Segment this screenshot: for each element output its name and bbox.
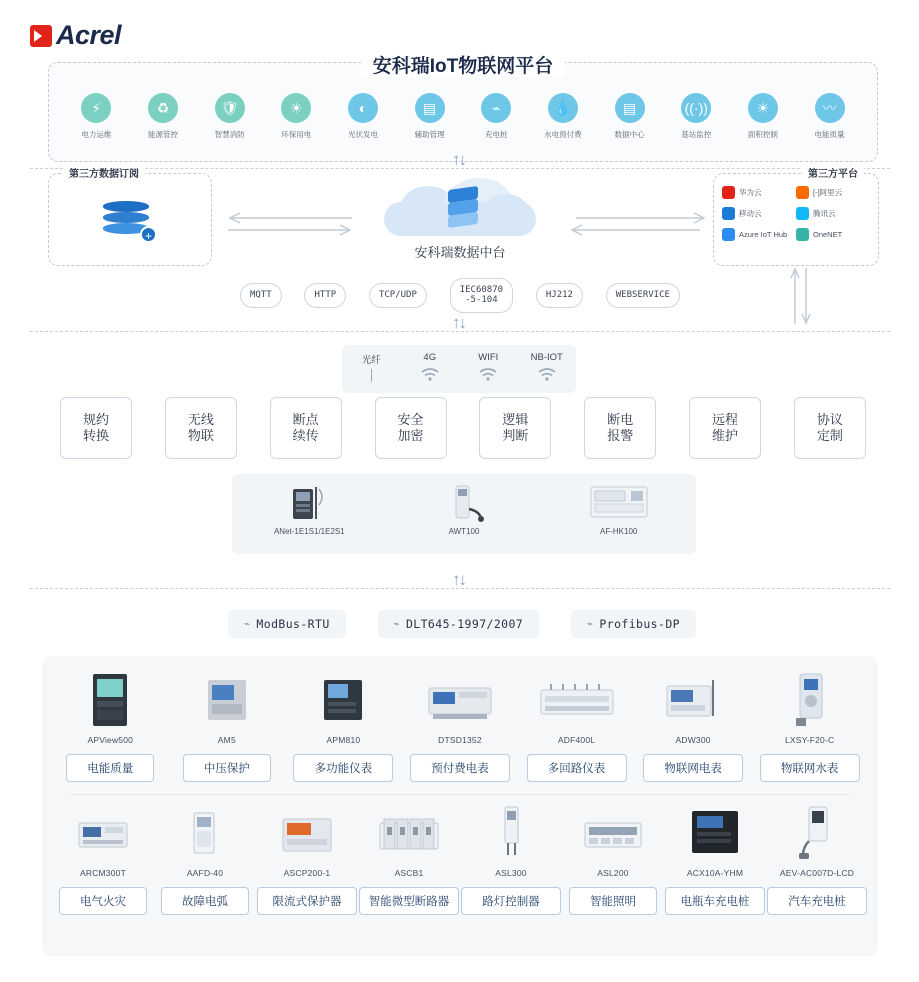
network-item-1 [342, 345, 401, 393]
capability-label: 转换 [82, 428, 109, 443]
third-party-item-3[interactable] [722, 207, 796, 220]
product-category-tag[interactable]: 路灯控制器 [461, 887, 561, 915]
product-model: ADW300 [675, 735, 711, 745]
product-card[interactable] [52, 803, 154, 915]
third-party-item-label: 华为云 [739, 188, 762, 197]
arrow-subscribe-cloud [224, 212, 356, 236]
section-separator-1 [30, 168, 890, 169]
protocol-pill-1[interactable] [240, 283, 282, 307]
platform-item-10[interactable] [665, 93, 727, 140]
capability-label: 报警 [607, 428, 634, 443]
fieldbus-pill-2[interactable] [378, 610, 540, 638]
cloud-vendor-icon [722, 228, 735, 241]
base-station-icon: ((·)) [681, 93, 711, 123]
product-row-divider [70, 794, 850, 795]
product-row-1 [52, 670, 868, 782]
platform-item-label: 光伏发电 [347, 130, 378, 139]
cloud-label: 安科瑞数据中台 [414, 245, 506, 260]
product-card[interactable] [154, 803, 256, 915]
product-category-tag[interactable]: 智能微型断路器 [359, 887, 459, 915]
capability-box-4[interactable] [375, 397, 447, 459]
capability-label: 物联 [187, 428, 214, 443]
wifi-icon [401, 366, 460, 382]
product-model: APM810 [326, 735, 361, 745]
capability-label: 加密 [397, 428, 424, 443]
platform-item-label: 环保用电 [281, 130, 312, 139]
product-model: DTSD1352 [438, 735, 482, 745]
platform-item-label: 能源管控 [147, 130, 178, 139]
capability-label: 逻辑 [502, 411, 529, 427]
third-party-item-6[interactable] [796, 228, 870, 241]
capability-label: 断电 [607, 411, 634, 427]
product-image [256, 803, 358, 861]
platform-item-label: 充电桩 [485, 130, 508, 139]
product-model: APView500 [87, 735, 134, 745]
gateway-item [387, 474, 542, 554]
arrow-thirdparty-down [790, 266, 812, 326]
product-card[interactable] [766, 803, 868, 915]
capability-box-2[interactable] [165, 397, 237, 459]
brand-logo [30, 20, 121, 51]
data-center-icon: ▤ [615, 93, 645, 123]
third-party-logo-grid [722, 186, 870, 241]
third-party-item-label: [-]阿里云 [813, 188, 843, 197]
third-party-item-5[interactable] [722, 228, 796, 241]
product-image [358, 803, 460, 861]
protocol-pill-label: TCP/UDP [378, 290, 417, 301]
product-category-tag[interactable]: 物联网水表 [760, 754, 860, 782]
energy-control-icon: ♻ [148, 93, 178, 123]
product-model: AEV-AC007D-LCD [779, 868, 855, 878]
third-party-subscribe-panel [48, 169, 212, 266]
fieldbus-label: Profibus-DP [599, 617, 680, 631]
network-item-3 [459, 345, 518, 393]
power-quality-icon: 〰 [815, 93, 845, 123]
arrow-protocol-network: ↑↓ [452, 313, 465, 332]
product-card[interactable] [562, 803, 664, 915]
platform-item-8[interactable] [532, 93, 594, 140]
platform-item-11[interactable] [732, 93, 794, 140]
subscribe-title: 第三方数据订阅 [63, 165, 145, 180]
product-category-tag[interactable]: 智能照明 [569, 887, 657, 915]
product-model: LXSY-F20-C [784, 735, 835, 745]
platform-item-label: 电力运维 [81, 130, 112, 139]
gateway-panel [232, 474, 696, 554]
product-model: ACX10A-YHM [686, 868, 744, 878]
area-control-icon: ☀ [748, 93, 778, 123]
gateway-model: AWT100 [448, 527, 480, 536]
protocol-pill-label: MQTT [250, 290, 272, 301]
protocol-pill-label: WEBSERVICE [615, 290, 670, 301]
smart-fire-icon: 🛡 [215, 93, 245, 123]
link-icon: ⌁ [587, 618, 594, 630]
section-separator-3 [30, 588, 890, 589]
product-card[interactable] [175, 670, 279, 782]
product-image [154, 803, 256, 861]
wifi-icon [459, 366, 518, 382]
product-image [175, 670, 279, 728]
brand-name: Acrel [56, 20, 122, 50]
platform-title-text: 安科瑞IoT物联网平台 [361, 56, 566, 77]
product-card[interactable] [358, 803, 460, 915]
protocol-pill-4[interactable] [450, 278, 513, 313]
prepaid-water-power-icon: 💧 [548, 93, 578, 123]
protocol-pill-label: HTTP [314, 290, 337, 301]
product-card[interactable] [256, 803, 358, 915]
third-party-item-2[interactable] [796, 186, 870, 199]
power-ops-icon: ⚡ [81, 93, 111, 123]
protocol-pill-5[interactable] [536, 283, 583, 307]
product-category-tag[interactable]: 多回路仪表 [527, 754, 627, 782]
acrel-logo-icon [30, 25, 52, 47]
arrow-cloud-thirdparty [566, 212, 708, 236]
gateway-model: AF-HK100 [600, 527, 638, 536]
product-category-tag[interactable]: 汽车充电桩 [767, 887, 867, 915]
product-catalog-panel [42, 656, 878, 956]
fiber-icon [371, 369, 372, 382]
product-card[interactable] [408, 670, 512, 782]
third-party-item-label: 腾讯云 [813, 209, 836, 218]
protocol-pill-row [240, 278, 680, 313]
platform-item-7[interactable] [465, 93, 527, 140]
product-model: ASL300 [495, 868, 527, 878]
capability-label: 续传 [292, 428, 319, 443]
arrow-platform-cloud: ↑↓ [452, 150, 465, 169]
capability-label: 定制 [816, 428, 843, 443]
anet-gateway-icon [232, 480, 387, 526]
product-row-2 [52, 803, 868, 915]
product-model: ASL200 [597, 868, 629, 878]
platform-item-1[interactable] [65, 93, 127, 140]
product-model: ASCP200-1 [283, 868, 331, 878]
fieldbus-label: ModBus-RTU [256, 617, 330, 631]
arrow-gateway-bus: ↑↓ [452, 570, 465, 589]
capability-label: 远程 [712, 411, 739, 427]
cloud-vendor-icon [796, 207, 809, 220]
af-hk100-gateway-icon [541, 480, 696, 526]
capability-label: 无线 [187, 411, 214, 427]
capability-box-1[interactable] [60, 397, 132, 459]
product-card[interactable] [58, 670, 162, 782]
network-item-4 [518, 345, 577, 393]
platform-item-9[interactable] [599, 93, 661, 140]
capability-label: 断点 [292, 411, 319, 427]
fieldbus-row [228, 610, 696, 638]
photovoltaic-icon: ◐ [348, 93, 378, 123]
platform-item-label: 数据中心 [614, 130, 645, 139]
product-category-tag[interactable]: 中压保护 [183, 754, 271, 782]
plus-icon: + [140, 226, 157, 243]
capability-label: 维护 [712, 428, 739, 443]
platform-item-label: 辅助管理 [414, 130, 445, 139]
product-image [641, 670, 745, 728]
cloud-vendor-icon [722, 186, 735, 199]
fieldbus-pill-1[interactable] [228, 610, 346, 638]
cloud-server-icon [374, 178, 546, 240]
gateway-model: ANet-1E1S1/1E2S1 [273, 527, 345, 536]
product-image [525, 670, 629, 728]
capability-label: 安全 [397, 411, 424, 427]
cloud-vendor-icon [722, 207, 735, 220]
product-category-tag[interactable]: 电气火灾 [59, 887, 147, 915]
protocol-pill-label: IEC60870 [459, 285, 504, 295]
product-category-tag[interactable]: 物联网电表 [643, 754, 743, 782]
product-card[interactable] [758, 670, 862, 782]
product-category-tag[interactable]: 电能质量 [66, 754, 154, 782]
protocol-pill-6[interactable] [606, 283, 680, 307]
capability-box-5[interactable] [479, 397, 551, 459]
platform-item-label: 电能质量 [814, 130, 845, 139]
product-category-tag[interactable]: 预付费电表 [410, 754, 510, 782]
charging-pile-icon: ⌁ [481, 93, 511, 123]
capability-row [60, 397, 866, 459]
fieldbus-label: DLT645-1997/2007 [405, 617, 524, 631]
gateway-item [232, 474, 387, 554]
third-party-item-label: OneNET [813, 230, 843, 239]
product-model: AM5 [217, 735, 236, 745]
platform-item-12[interactable] [799, 93, 861, 140]
platform-icon-row [49, 93, 877, 140]
environment-power-icon: ☀ [281, 93, 311, 123]
product-image [766, 803, 868, 861]
product-model: AAFD-40 [186, 868, 224, 878]
fieldbus-pill-3[interactable] [571, 610, 696, 638]
capability-label: 规约 [82, 411, 109, 427]
product-image [460, 803, 562, 861]
capability-label: 协议 [816, 411, 843, 427]
network-item-label: NB-IOT [530, 352, 563, 363]
product-category-tag[interactable]: 故障电弧 [161, 887, 249, 915]
product-model: ARCM300T [79, 868, 126, 878]
platform-item-label: 水电预付费 [544, 130, 582, 139]
network-item-label: 4G [423, 352, 437, 363]
link-icon: ⌁ [244, 618, 251, 630]
product-card[interactable] [460, 803, 562, 915]
product-card[interactable] [525, 670, 629, 782]
platform-item-5[interactable] [332, 93, 394, 140]
platform-item-3[interactable] [199, 93, 261, 140]
assist-manage-icon: ▤ [415, 93, 445, 123]
third-party-platform-panel [713, 169, 879, 266]
capability-label: 判断 [502, 428, 529, 443]
product-category-tag[interactable]: 多功能仪表 [293, 754, 393, 782]
network-item-label: 光纤 [361, 355, 381, 366]
capability-box-6[interactable] [584, 397, 656, 459]
protocol-pill-label: -5-104 [465, 295, 498, 306]
product-category-tag[interactable]: 限流式保护器 [257, 887, 357, 915]
cloud-vendor-icon [796, 186, 809, 199]
product-card[interactable] [291, 670, 395, 782]
capability-box-3[interactable] [270, 397, 342, 459]
capability-box-8[interactable] [794, 397, 866, 459]
capability-box-7[interactable] [689, 397, 761, 459]
product-image [408, 670, 512, 728]
protocol-pill-label: HJ212 [545, 290, 573, 301]
gateway-item [541, 474, 696, 554]
platform-item-label: 基站监控 [681, 130, 712, 139]
product-category-tag[interactable]: 电瓶车充电桩 [665, 887, 765, 915]
network-type-strip [342, 345, 576, 393]
section-separator-2 [30, 331, 890, 332]
third-party-item-label: 移动云 [739, 209, 762, 218]
platform-item-4[interactable] [265, 93, 327, 140]
database-add-icon [103, 197, 157, 243]
third-party-title: 第三方平台 [802, 165, 864, 180]
wifi-icon [518, 366, 577, 382]
product-card[interactable] [664, 803, 766, 915]
product-image [291, 670, 395, 728]
product-image [562, 803, 664, 861]
platform-item-label: 智慧消防 [214, 130, 245, 139]
platform-item-2[interactable] [132, 93, 194, 140]
iot-platform-panel [48, 56, 878, 162]
third-party-item-4[interactable] [796, 207, 870, 220]
data-center-cloud [370, 178, 550, 268]
awt100-gateway-icon [387, 480, 542, 526]
product-model: ADF400L [557, 735, 596, 745]
third-party-item-1[interactable] [722, 186, 796, 199]
cloud-vendor-icon [796, 228, 809, 241]
platform-title [49, 51, 877, 78]
product-model: ASCB1 [394, 868, 424, 878]
network-item-label: WIFI [478, 352, 499, 363]
product-image [758, 670, 862, 728]
protocol-pill-2[interactable] [304, 283, 346, 307]
product-image [664, 803, 766, 861]
platform-item-label: 面积控制 [747, 130, 778, 139]
protocol-pill-3[interactable] [369, 283, 427, 307]
product-card[interactable] [641, 670, 745, 782]
link-icon: ⌁ [393, 618, 400, 630]
product-image [52, 803, 154, 861]
network-item-2 [401, 345, 460, 393]
platform-item-6[interactable] [399, 93, 461, 140]
third-party-item-label: Azure IoT Hub [739, 230, 788, 239]
product-image [58, 670, 162, 728]
